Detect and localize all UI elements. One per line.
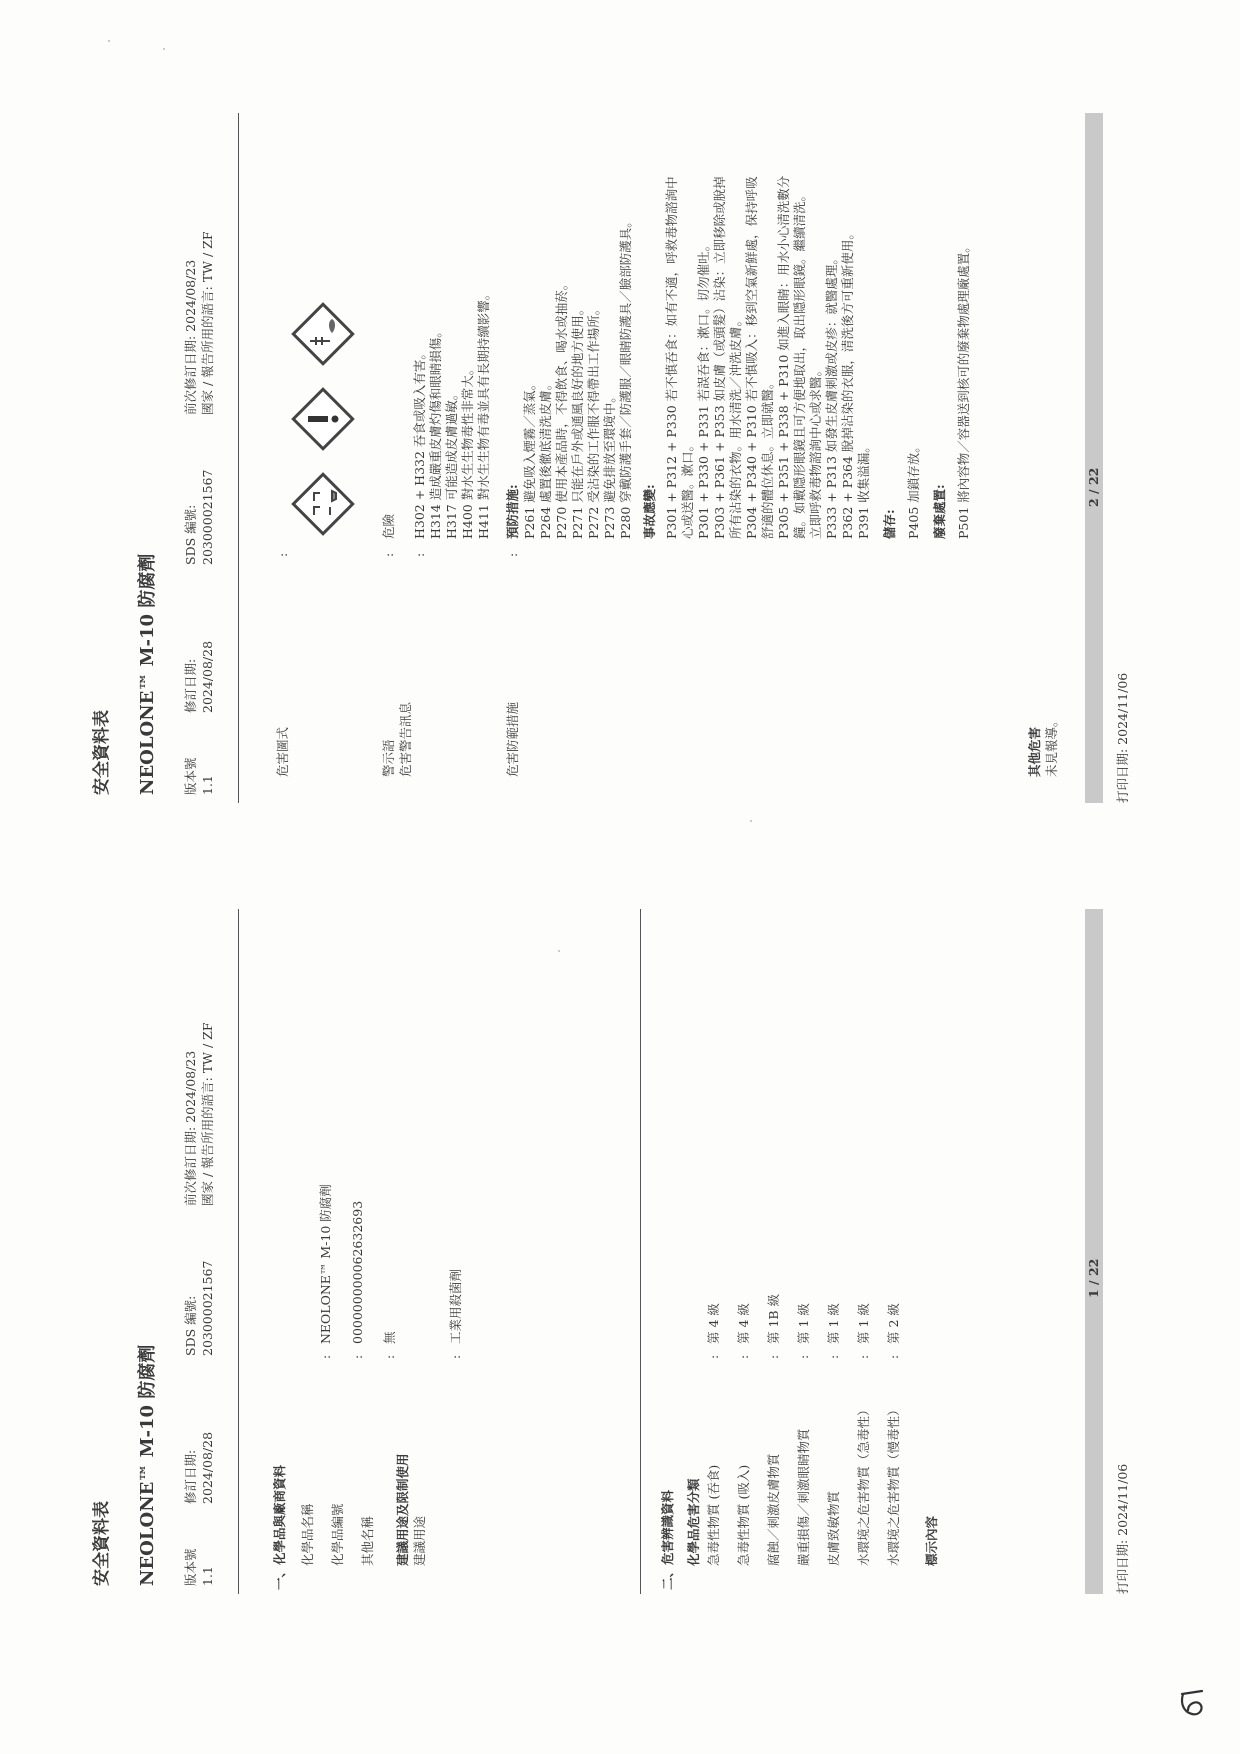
sds-number-value: 203000021567 xyxy=(200,1260,215,1356)
response-statement: 舒適的體位休息。立即就醫。 xyxy=(760,376,775,539)
sds-number-label: SDS 編號: xyxy=(183,504,198,565)
sds-number-value: 203000021567 xyxy=(200,469,215,565)
header-rule xyxy=(238,909,239,1594)
colon: : xyxy=(826,1354,841,1359)
revision-date-value: 2024/08/28 xyxy=(200,1431,215,1504)
print-date: 打印日期: 2024/11/06 xyxy=(1115,1463,1130,1594)
section1-row-value: 000000000062632693 xyxy=(350,1200,365,1344)
prevention-statement: P270 使用本產品時，不得飲食、喝水或抽菸。 xyxy=(554,277,569,539)
product-title: NEOLONE™ M-10 防腐劑 xyxy=(137,1344,158,1586)
precaution-label: 危害防範措施 xyxy=(505,701,520,777)
version-value: 1.1 xyxy=(200,775,215,795)
colon: : xyxy=(381,552,396,557)
footer-band xyxy=(1085,909,1103,1594)
section1-divider xyxy=(640,909,641,1594)
colon: : xyxy=(275,552,290,557)
page-number: 2 / 22 xyxy=(1086,467,1101,507)
classification-value: 第 1 級 xyxy=(856,1303,871,1344)
classification-label: 水環境之危害物質（急毒性） xyxy=(856,1403,871,1566)
classification-value: 第 2 級 xyxy=(886,1303,901,1344)
classification-value: 第 1 級 xyxy=(826,1303,841,1344)
corrosion-icon xyxy=(290,471,356,537)
exclamation-icon xyxy=(290,386,356,452)
colon: : xyxy=(736,1354,751,1359)
doc-title: 安全資料表 xyxy=(92,1501,112,1586)
classification-value: 第 4 級 xyxy=(736,1303,751,1344)
classification-value: 第 4 級 xyxy=(706,1303,721,1344)
hazard-statement: H314 造成嚴重皮膚灼傷和眼睛損傷。 xyxy=(428,325,443,539)
colon: : xyxy=(505,552,520,557)
classification-value: 第 1B 級 xyxy=(766,1293,781,1344)
storage-statement: P405 加鎖存放。 xyxy=(906,440,921,539)
print-date: 打印日期: 2024/11/06 xyxy=(1115,672,1130,803)
classification-value: 第 1 級 xyxy=(796,1303,811,1344)
response-statement: 心或送醫。漱口。 xyxy=(680,438,695,539)
prevention-statement: P280 穿戴防護手套／防護服／眼睛防護具／臉部防護具。 xyxy=(618,215,633,539)
prevention-statement: P264 處置後徹底清洗皮膚。 xyxy=(538,377,553,539)
version-label: 版本號 xyxy=(183,1548,198,1586)
colon: : xyxy=(382,1354,397,1359)
section1-row-value: 無 xyxy=(382,1331,397,1344)
colon: : xyxy=(350,1354,365,1359)
colon: : xyxy=(412,552,427,557)
disposal-title: 廢棄處置: xyxy=(932,484,947,539)
classification-label: 急毒性物質 (吸入) xyxy=(736,1464,751,1566)
page-number: 1 / 22 xyxy=(1086,1258,1101,1298)
response-title: 事故應變: xyxy=(642,484,657,539)
colon: : xyxy=(448,1354,463,1359)
hazard-statements-label: 危害警告訊息 xyxy=(398,701,413,777)
response-statement: P303 + P361 + P353 如皮膚（或頭髮）沾染：立即移除或脫掉 xyxy=(712,176,727,539)
hazard-statement: H302 + H332 吞食或吸入有害。 xyxy=(412,347,427,539)
prevention-title: 預防措施: xyxy=(505,484,520,539)
colon: : xyxy=(318,1354,333,1359)
colon: : xyxy=(766,1354,781,1359)
signal-word-label: 警示語 xyxy=(381,739,396,777)
header-rule xyxy=(238,113,239,803)
sds-page-1 xyxy=(0,877,1240,1754)
section1-row-value: NEOLONE™ M-10 防腐劑 xyxy=(318,1184,333,1344)
previous-revision-date: 前次修訂日期: 2024/08/23 xyxy=(183,1050,198,1206)
response-statement: P304 + P340 + P310 若不慎吸入：移到空氣新鮮處，保持呼吸 xyxy=(744,176,759,539)
pictogram-label: 危害圖式 xyxy=(275,726,290,777)
country-language: 國家 / 報告所用的語言: TW / ZF xyxy=(200,1022,215,1206)
disposal-statement: P501 將內容物／容器送到核可的廢棄物處理廠處置。 xyxy=(956,240,971,539)
prevention-statement: P271 只能在戶外或通風良好的地方使用。 xyxy=(570,302,585,539)
signal-word-value: 危險 xyxy=(381,513,396,539)
label-elements-title: 標示內容 xyxy=(924,1515,939,1566)
footer-band xyxy=(1085,113,1103,803)
classification-label: 皮膚致敏物質 xyxy=(826,1490,841,1566)
section1-row-label: 化學品編號 xyxy=(330,1503,345,1566)
response-statement: P391 收集溢漏。 xyxy=(856,440,871,539)
colon: : xyxy=(706,1354,721,1359)
recommended-use-value: 工業用殺菌劑 xyxy=(448,1268,463,1344)
version-label: 版本號 xyxy=(183,757,198,795)
response-statement: 鐘。如戴隱形眼鏡且可方便地取出，取出隱形眼鏡。繼續清洗。 xyxy=(792,188,807,539)
colon: : xyxy=(886,1354,901,1359)
response-statement: 所有沾染的衣物。用水清洗／沖洗皮膚。 xyxy=(728,313,743,539)
prevention-statement: P273 避免排放至環境中。 xyxy=(602,390,617,539)
country-language: 國家 / 報告所用的語言: TW / ZF xyxy=(200,231,215,415)
classification-label: 水環境之危害物質（慢毒性） xyxy=(886,1403,901,1566)
colon: : xyxy=(796,1354,811,1359)
version-value: 1.1 xyxy=(200,1566,215,1586)
classification-label: 急毒性物質 (吞食) xyxy=(706,1464,721,1566)
response-statement: P333 + P313 如發生皮膚刺激或皮疹：就醫處理。 xyxy=(824,252,839,539)
previous-revision-date: 前次修訂日期: 2024/08/23 xyxy=(183,259,198,415)
hazard-statement: H411 對水生生物有毒並具有長期持續影響。 xyxy=(476,287,491,539)
other-hazards-title: 其他危害 xyxy=(1027,726,1042,777)
response-statement: P301 + P312 + P330 若不慎吞食：如有不適，呼救毒物諮詢中 xyxy=(664,176,679,539)
sds-number-label: SDS 編號: xyxy=(183,1295,198,1356)
revision-date-value: 2024/08/28 xyxy=(200,640,215,713)
response-statement: P301 + P330 + P331 若誤吞食：漱口。切勿催吐。 xyxy=(696,238,711,539)
doc-title: 安全資料表 xyxy=(92,710,112,795)
section1-title: 一、化學品與廠商資料 xyxy=(272,1464,287,1590)
revision-date-label: 修訂日期: xyxy=(183,1449,198,1504)
storage-title: 儲存: xyxy=(882,509,897,539)
classification-label: 嚴重損傷／刺激眼睛物質 xyxy=(796,1428,811,1566)
revision-date-label: 修訂日期: xyxy=(183,658,198,713)
hazard-statement: H317 可能造成皮膚過敏。 xyxy=(444,387,459,539)
recommended-use-label: 建議用途 xyxy=(412,1515,427,1566)
hazard-statement: H400 對水生生物毒性非常大。 xyxy=(460,362,475,539)
other-hazards-value: 未見報導。 xyxy=(1044,714,1059,777)
response-statement: 立即呼救毒物諮詢中心或求醫。 xyxy=(808,363,823,539)
section2-title: 二、危害辨識資料 xyxy=(660,1489,675,1590)
prevention-statement: P261 避免吸入煙霧／蒸氣。 xyxy=(522,377,537,539)
recommended-use-title: 建議用途及限制使用 xyxy=(395,1453,410,1566)
prevention-statement: P272 受沾染的工作服不得帶出工作場所。 xyxy=(586,302,601,539)
colon: : xyxy=(856,1354,871,1359)
response-statement: P305 + P351 + P338 + P310 如進入眼睛：用水小心清洗數分 xyxy=(776,175,791,539)
section1-row-label: 化學品名稱 xyxy=(300,1503,315,1566)
section1-row-label: 其他名稱 xyxy=(360,1515,375,1566)
environment-icon xyxy=(290,301,356,367)
response-statement: P362 + P364 脫掉沾染的衣服，清洗後方可重新使用。 xyxy=(840,227,855,539)
hazard-classification-title: 化學品危害分類 xyxy=(686,1478,701,1566)
product-title: NEOLONE™ M-10 防腐劑 xyxy=(137,553,158,795)
classification-label: 腐蝕／刺激皮膚物質 xyxy=(766,1453,781,1566)
